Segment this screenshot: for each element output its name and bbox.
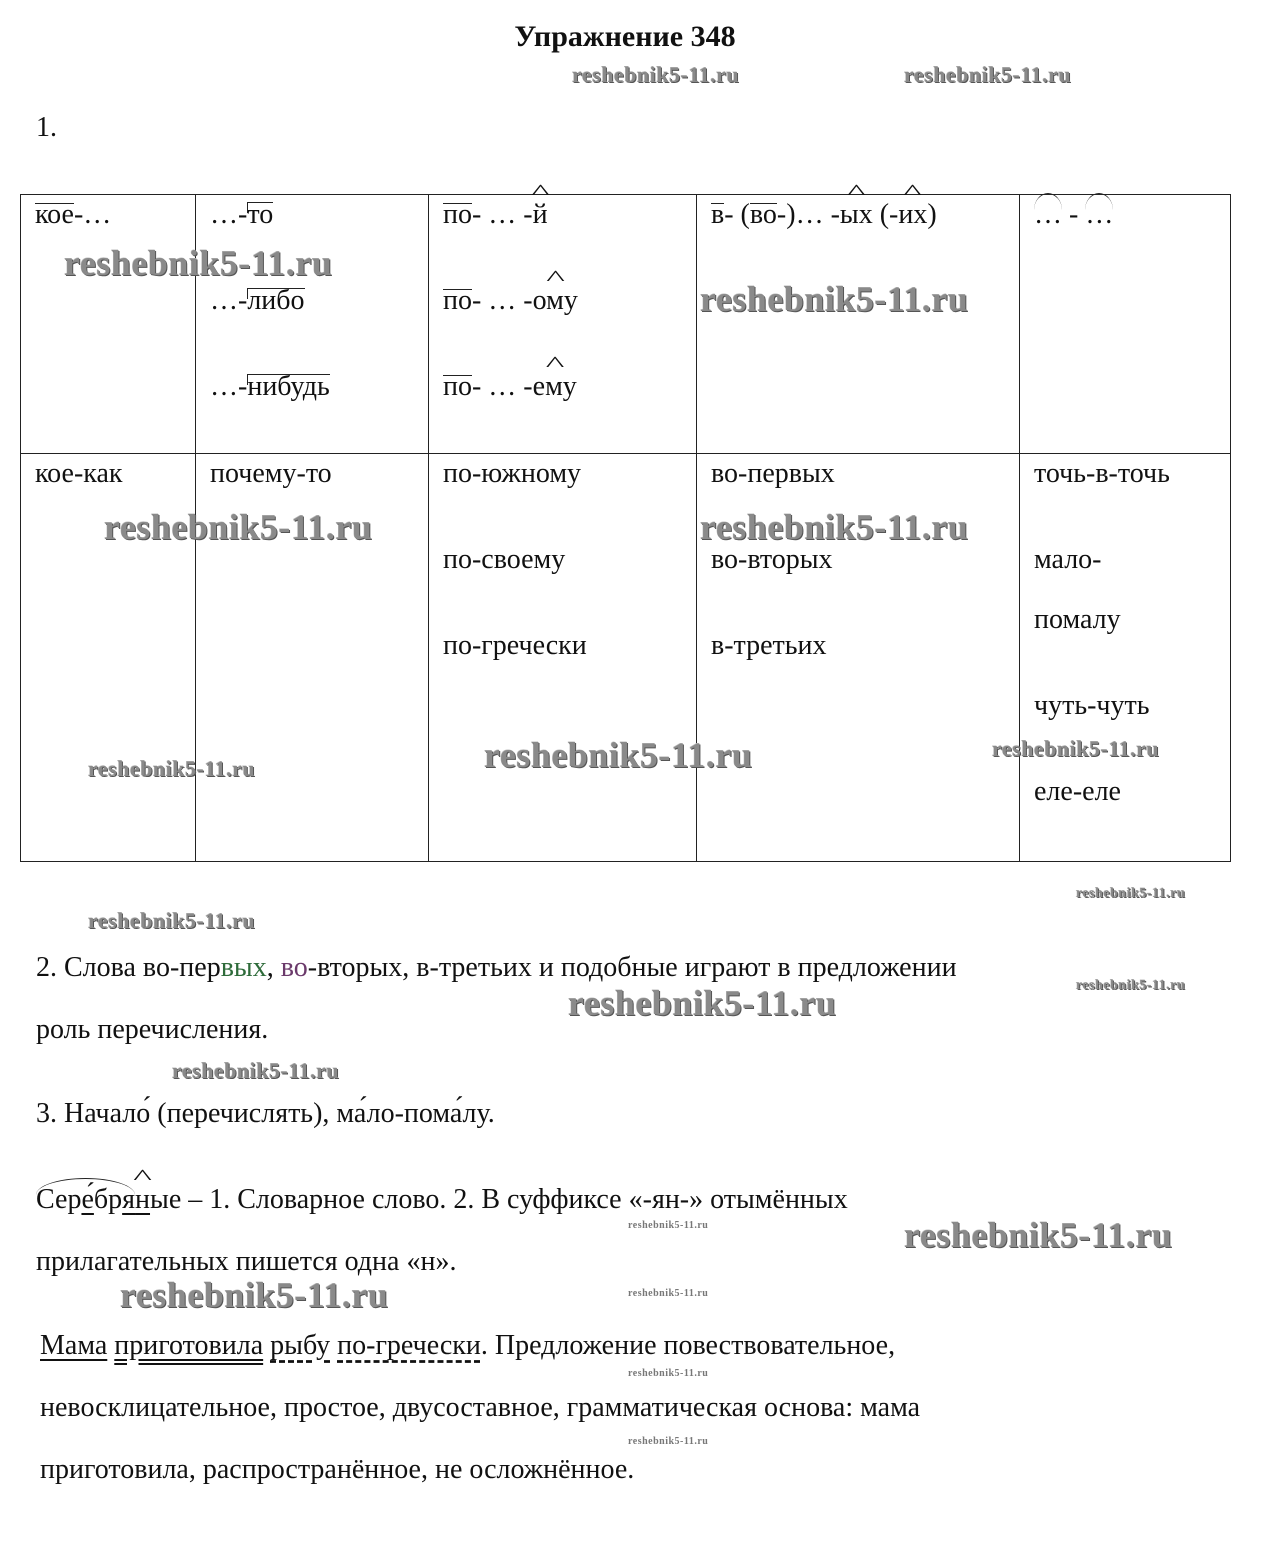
ending-mark: ^ ему	[533, 371, 577, 403]
suffix-mark: ^ их	[898, 199, 927, 231]
example-word: помалу	[1034, 604, 1121, 635]
ending-mark: ^ ому	[533, 285, 578, 317]
table-row-schemes	[21, 195, 1231, 454]
paragraph-4-line-1: Сере́бря^ ные – 1. Словарное слово. 2. В суффиксе «-ян-» отымённых	[36, 1184, 848, 1216]
watermark: reshebnik5-11.ru	[628, 1220, 709, 1231]
prefix-mark: по	[443, 199, 472, 230]
watermark: reshebnik5-11.ru	[700, 279, 969, 319]
watermark: reshebnik5-11.ru	[628, 1288, 709, 1299]
suffix-mark: ^ ых	[840, 199, 873, 231]
watermark: reshebnik5-11.ru	[904, 62, 1072, 87]
example-word: в-третьих	[711, 630, 827, 661]
watermark: reshebnik5-11.ru	[172, 1058, 340, 1083]
subject: Мама	[40, 1330, 108, 1361]
watermark: reshebnik5-11.ru	[568, 983, 837, 1023]
example-word: по-южному	[443, 458, 582, 489]
paragraph-2-line-1: 2. Слова во-первых, во-вторых, в-третьих и подобные играют в предложении	[36, 952, 957, 983]
watermark: reshebnik5-11.ru	[484, 735, 753, 775]
predicate: приготовила	[114, 1330, 264, 1361]
suffix-mark: то	[247, 199, 274, 230]
paragraph-5-line-1: Мама приготовила рыбу по-гречески. Предложение повествовательное,	[40, 1330, 896, 1361]
cell-root-examples	[1020, 454, 1231, 862]
suffix-mark: ^ н	[135, 1184, 150, 1216]
watermark: reshebnik5-11.ru	[104, 507, 373, 547]
example-word: кое-как	[35, 458, 123, 489]
cell-v-scheme: в- (во-)… -^ ых (-^ их)	[697, 195, 1020, 454]
cell-root-scheme: … - …	[1020, 195, 1231, 454]
prefix-mark: в	[711, 199, 725, 230]
watermark: reshebnik5-11.ru	[572, 62, 740, 87]
watermark: reshebnik5-11.ru	[992, 736, 1160, 761]
prefix-mark: кое	[35, 199, 74, 230]
cell-to-scheme: …-то …-либо …-нибудь	[196, 195, 429, 454]
paragraph-2-line-2: роль перечисления.	[36, 1014, 269, 1045]
watermark: reshebnik5-11.ru	[88, 756, 256, 781]
root-mark: Сере́бря	[36, 1184, 136, 1215]
adverbial: по-гречески	[337, 1330, 481, 1361]
watermark: reshebnik5-11.ru	[904, 1215, 1173, 1255]
example-word: мало-	[1034, 544, 1102, 575]
example-word: по-своему	[443, 544, 566, 575]
suffix-mark: либо	[247, 285, 305, 316]
prefix-mark: по	[443, 285, 472, 316]
example-word: чуть-чуть	[1034, 690, 1150, 721]
watermark: reshebnik5-11.ru	[120, 1275, 389, 1315]
paragraph-5-line-2: невосклицательное, простое, двусоставное, грамматическая основа: мама	[40, 1392, 921, 1423]
watermark: reshebnik5-11.ru	[1076, 886, 1186, 901]
prefix-mark: во	[749, 199, 777, 230]
paragraph-3: 3. Начало́ (перечислять), ма́ло-пома́лу.	[36, 1098, 495, 1129]
ending-mark: ^ й	[533, 199, 548, 231]
suffix-mark: нибудь	[247, 371, 330, 402]
watermark: reshebnik5-11.ru	[64, 243, 333, 283]
watermark: reshebnik5-11.ru	[700, 507, 969, 547]
example-word: во-вторых	[711, 544, 833, 575]
section-1-label: 1.	[36, 112, 57, 143]
paragraph-5-line-3: приготовила, распространённое, не осложнённое.	[40, 1454, 635, 1485]
object: рыбу	[270, 1330, 331, 1361]
watermark: reshebnik5-11.ru	[628, 1436, 709, 1447]
watermark: reshebnik5-11.ru	[88, 908, 256, 933]
example-word: точь-в-точь	[1034, 458, 1170, 489]
root-mark: …	[1085, 199, 1114, 230]
example-word: во-первых	[711, 458, 835, 489]
watermark: reshebnik5-11.ru	[628, 1368, 709, 1379]
page-title: Упражнение 348	[514, 20, 736, 53]
example-word: по-гречески	[443, 630, 587, 661]
cell-koe-scheme: кое-…	[21, 195, 196, 454]
example-word: почему-то	[210, 458, 332, 489]
cell-po-scheme: по- … -^ й по- … -^ ому по- … -^ ему	[429, 195, 697, 454]
example-word: еле-еле	[1034, 776, 1121, 807]
watermark: reshebnik5-11.ru	[1076, 978, 1186, 993]
cell-po-examples	[429, 454, 697, 862]
root-mark: …	[1034, 199, 1062, 230]
paragraph-4-line-2: прилагательных пишется одна «н».	[36, 1246, 457, 1277]
prefix-mark: по	[443, 371, 472, 402]
